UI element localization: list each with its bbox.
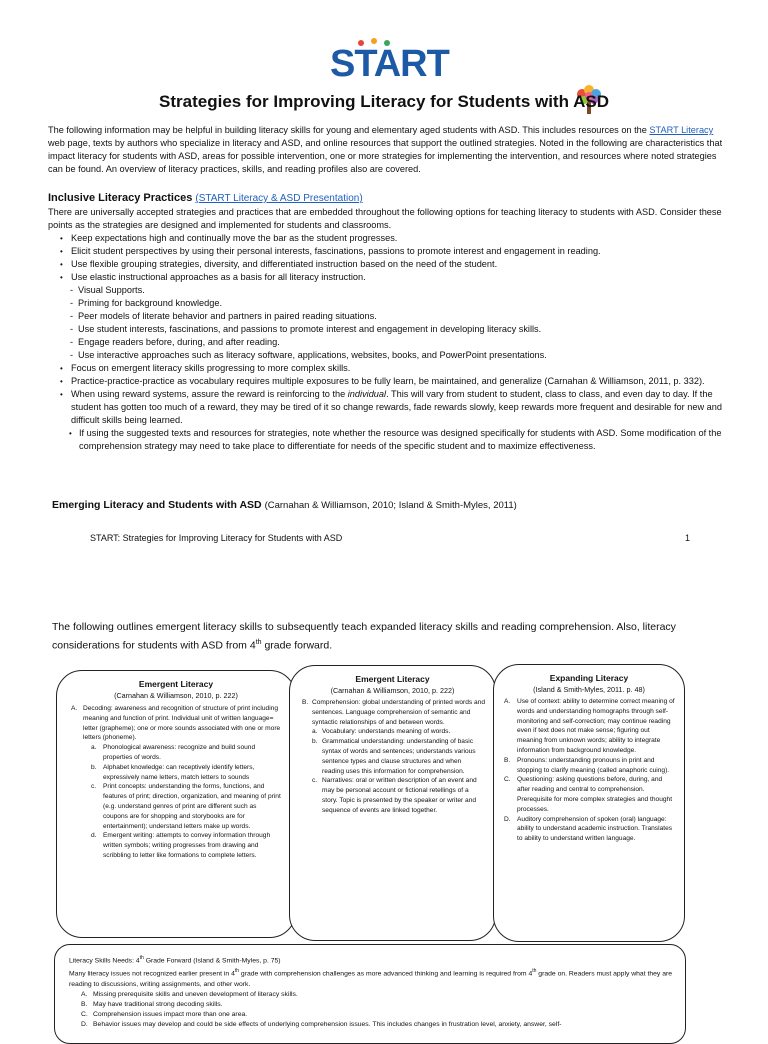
- item-text: Missing prerequisite skills and uneven development of literacy skills.: [93, 990, 298, 998]
- item-text: Auditory comprehension of spoken (oral) language: ability to understand academic instruction. Translates to ability to understand written language.: [517, 815, 673, 843]
- box-heading: [69, 953, 673, 966]
- presentation-link[interactable]: (START Literacy & ASD Presentation): [195, 193, 363, 204]
- start-literacy-link[interactable]: START Literacy: [649, 125, 714, 135]
- list-item: [81, 1010, 673, 1020]
- list-item: [504, 697, 676, 756]
- item-label: A.: [504, 698, 511, 705]
- item-text: Comprehension: global understanding of printed words and sentences. Language comprehension of semantic and syntactic relationships of and between words.: [312, 699, 486, 726]
- item-text: Grammatical understanding: understanding of basic syntax of words and sentences; understands various sentence types and clause structures and when reading uses this information for comprehension.: [322, 738, 476, 775]
- para-sup-1: th: [234, 968, 240, 975]
- list-item: • Practice-practice-practice as vocabulary requires multiple exposures to be fully learn, be maintained, and generalize (Carnahan & Williamson, 2011, p. 332).: [62, 375, 728, 388]
- item-label: C.: [81, 1010, 88, 1018]
- approach-dash-list: [48, 284, 728, 362]
- list-item: [312, 737, 485, 776]
- list-item: • Elicit student perspectives by using their personal interests, fascinations, passions to promote interest and engagement in reading.: [62, 245, 728, 258]
- start-logo: [328, 36, 449, 85]
- list-item: - Peer models of literate behavior and partners in paired reading situations.: [70, 310, 728, 323]
- item-label: B.: [504, 756, 511, 764]
- sub-list: [71, 743, 283, 861]
- item-label: D.: [81, 1020, 88, 1028]
- item-label: a.: [91, 744, 97, 752]
- box-heading: Emergent Literacy: [138, 679, 214, 689]
- fourth-grade-needs-box: [54, 944, 686, 1044]
- item-label: d.: [91, 832, 97, 840]
- reward-emphasis: individual: [347, 389, 387, 399]
- sub-bullet-list: [48, 427, 728, 453]
- sub-list: [302, 727, 485, 815]
- list-item: [91, 743, 283, 763]
- box-citation: (Carnahan & Williamson, 2010, p. 222): [330, 686, 455, 695]
- item-text: Behavior issues may develop and could be side effects of underlying comprehension issues. This includes changes in frustration level, anxiety, answer, self-: [93, 1020, 562, 1028]
- para-text-2: grade with comprehension challenges as more advanced thinking and learning is required from 4: [239, 970, 533, 978]
- emergent-literacy-comprehension-box: [289, 665, 496, 941]
- item-text: Pronouns: understanding pronouns in print and stopping to clarify meaning (called anaphoric cuing).: [517, 756, 670, 774]
- item-text: May have traditional strong decoding skills.: [93, 1000, 223, 1008]
- list-item: • If using the suggested texts and resources for strategies, note whether the resource was designed specifically for students with ASD. Some modification of the comprehension strategy may need to take place to differentiate for needs of the specific student and to maximize effectiveness.: [70, 427, 728, 453]
- list-item: [81, 1020, 673, 1030]
- list-item: [504, 756, 676, 776]
- emerging-heading: [52, 499, 517, 511]
- para-text-3: grade on. Readers must apply what they are reading to discussions, writing assignments, and other work.: [69, 970, 673, 988]
- box-citation: (Carnahan & Williamson, 2010, p. 222): [114, 691, 238, 700]
- list-item: • Focus on emergent literacy skills progressing to more complex skills.: [62, 362, 728, 375]
- list-item: [312, 776, 485, 815]
- list-item: [312, 727, 485, 737]
- list-item: - Use interactive approaches such as literacy software, applications, websites, books, and PowerPoint presentations.: [70, 349, 728, 362]
- inclusive-paragraph: There are universally accepted strategies and practices that are embedded throughout the following options for teaching literacy to students with ASD. Consider these points as the strategies are designed and implemented for students and classrooms.: [48, 207, 722, 230]
- box-content: [504, 697, 676, 844]
- logo-text: START: [330, 43, 449, 85]
- item-label: b.: [312, 738, 318, 746]
- list-item: • Use flexible grouping strategies, diversity, and differentiated instruction based on the need of the student.: [62, 258, 728, 271]
- item-label: c.: [91, 783, 97, 791]
- list-item: - Visual Supports.: [70, 284, 728, 297]
- list-item: • Keep expectations high and continually move the bar as the student progresses.: [62, 232, 728, 245]
- item-label: B.: [302, 699, 309, 706]
- list-item: [81, 1000, 673, 1010]
- page2-intro-text-2: grade forward.: [261, 639, 333, 652]
- list-item: [81, 990, 673, 1000]
- box-paragraph: [69, 966, 673, 989]
- item-text: Comprehension issues impact more than one area.: [93, 1010, 248, 1018]
- item-label: c.: [312, 777, 318, 785]
- list-item: [71, 704, 283, 743]
- list-item: [504, 775, 676, 814]
- box-citation: (Island & Smith-Myles, 2011. p. 48): [533, 685, 645, 694]
- heading-text-2: Grade Forward (Island & Smith-Myles, p. 75): [143, 957, 281, 965]
- list-item: [91, 763, 283, 783]
- box-heading: Emergent Literacy: [355, 674, 430, 684]
- box-content: [69, 953, 673, 1030]
- emerging-citation: (Carnahan & Williamson, 2010; Island & Smith-Myles, 2011): [264, 500, 517, 511]
- item-label: D.: [504, 815, 511, 823]
- list-item: [91, 831, 283, 860]
- item-text: Narratives: oral or written description of an event and may be personal account or fictional retellings of a story. Topic is presented by the speaker or writer and sequence of events are linked together.: [322, 777, 477, 814]
- item-text: Decoding: awareness and recognition of structure of print including meaning and function of print. Individual unit of written language= letter (grapheme); one or more sounds associated with one or more letters (phoneme).: [83, 705, 281, 742]
- page-number: 1: [684, 533, 690, 543]
- emerging-heading-text: Emerging Literacy and Students with ASD: [52, 499, 262, 511]
- inclusive-heading-text: Inclusive Literacy Practices: [48, 192, 193, 204]
- page2-intro-text-1: The following outlines emergent literacy skills to subsequently teach expanded literacy skills and reading comprehension. Also, literacy considerations for students with ASD from 4: [52, 621, 676, 652]
- inclusive-body: [48, 206, 728, 453]
- box-content: [71, 704, 283, 861]
- list-item: [62, 388, 728, 427]
- para-text-1: Many literacy issues not recognized earlier present in 4: [69, 970, 235, 978]
- box-content: [302, 698, 485, 816]
- heading-sup: th: [139, 955, 144, 961]
- reward-text-1: When using reward systems, assure the reward is reinforcing to the: [71, 389, 348, 399]
- reward-text-2: . This will vary from student to student, class to class, and even day to day. If the student has gotten too much of a reward, they may be tired of it so change rewards, fade rewards slowly, keep rewards more frequent and desirable for new and difficult skills being learned.: [71, 389, 722, 425]
- intro-text-2: web page, texts by authors who specialize in literacy and ASD, and online resources that support the outlined strategies. Noted in the following are characteristics that impact literacy for students with ASD, areas for possible intervention, one or more strategies for implementing the intervention, and resources where noted strategies can be found. An overview of literacy practices, skills, and reading profiles also are covered.: [48, 138, 723, 174]
- expanding-literacy-box: [493, 664, 685, 942]
- para-sup-2: th: [532, 968, 537, 975]
- item-label: B.: [81, 1000, 88, 1008]
- item-label: A.: [71, 705, 78, 712]
- item-text: Print concepts: understanding the forms, functions, and features of print; direction, organization, and meaning of print (e.g. understand genres of print are different such as coupons are for shopping and storybooks are for entertainment); understand letters make up words.: [103, 783, 281, 830]
- item-text: Alphabet knowledge: can receptively identify letters, expressively name letters, match letters to sounds: [103, 763, 255, 781]
- list-item: - Priming for background knowledge.: [70, 297, 728, 310]
- list-item: [91, 782, 283, 831]
- item-text: Questioning: asking questions before, during, and after reading and central to comprehension. Prerequisite for more complex strategies and thought processes.: [517, 776, 673, 813]
- item-label: A.: [81, 990, 88, 998]
- expanding-list: [504, 697, 676, 844]
- emergent-literacy-decoding-box: [56, 670, 296, 938]
- list-item: - Use student interests, fascinations, and passions to promote interest and engagement in developing literacy skills.: [70, 323, 728, 336]
- item-label: b.: [91, 763, 97, 771]
- item-text: Emergent writing: attempts to convey information through written symbols; writing progresses from drawing and scribbling to letter like formations to complete letters.: [103, 832, 271, 859]
- inclusive-bullets-2: [48, 362, 728, 427]
- page2-intro: [52, 620, 702, 654]
- page-title: Strategies for Improving Literacy for Students with ASD: [159, 92, 609, 111]
- list-item: - Engage readers before, during, and after reading.: [70, 336, 728, 349]
- page2-intro-sup: th: [255, 639, 262, 646]
- item-text: Vocabulary: understands meaning of words.: [322, 728, 451, 736]
- intro-text-1: The following information may be helpful in building literacy skills for young and elementary aged students with ASD. This includes resources on the: [48, 125, 650, 135]
- inclusive-bullets: [48, 232, 728, 284]
- page-footer: [90, 533, 690, 543]
- intro-paragraph: [48, 124, 728, 176]
- item-label: C.: [504, 776, 511, 784]
- item-text: Phonological awareness: recognize and build sound properties of words.: [103, 744, 256, 761]
- heading-text-1: Literacy Skills Needs: 4: [69, 957, 140, 965]
- box-heading: Expanding Literacy: [549, 673, 629, 683]
- footer-text: START: Strategies for Improving Literacy for Students with ASD: [90, 533, 343, 543]
- list-item: • Use elastic instructional approaches as a basis for all literacy instruction.: [62, 271, 728, 284]
- list-item: [302, 698, 485, 727]
- inclusive-heading: [48, 192, 363, 204]
- item-text: Use of context: ability to determine correct meaning of words and understanding homographs through self-monitoring and self-correction; may continue reading even if text does not make sense; figuring out meaning from unknown words; ability to integrate information from background knowledge.: [517, 698, 675, 754]
- item-label: a.: [312, 728, 318, 736]
- list-item: [504, 815, 676, 844]
